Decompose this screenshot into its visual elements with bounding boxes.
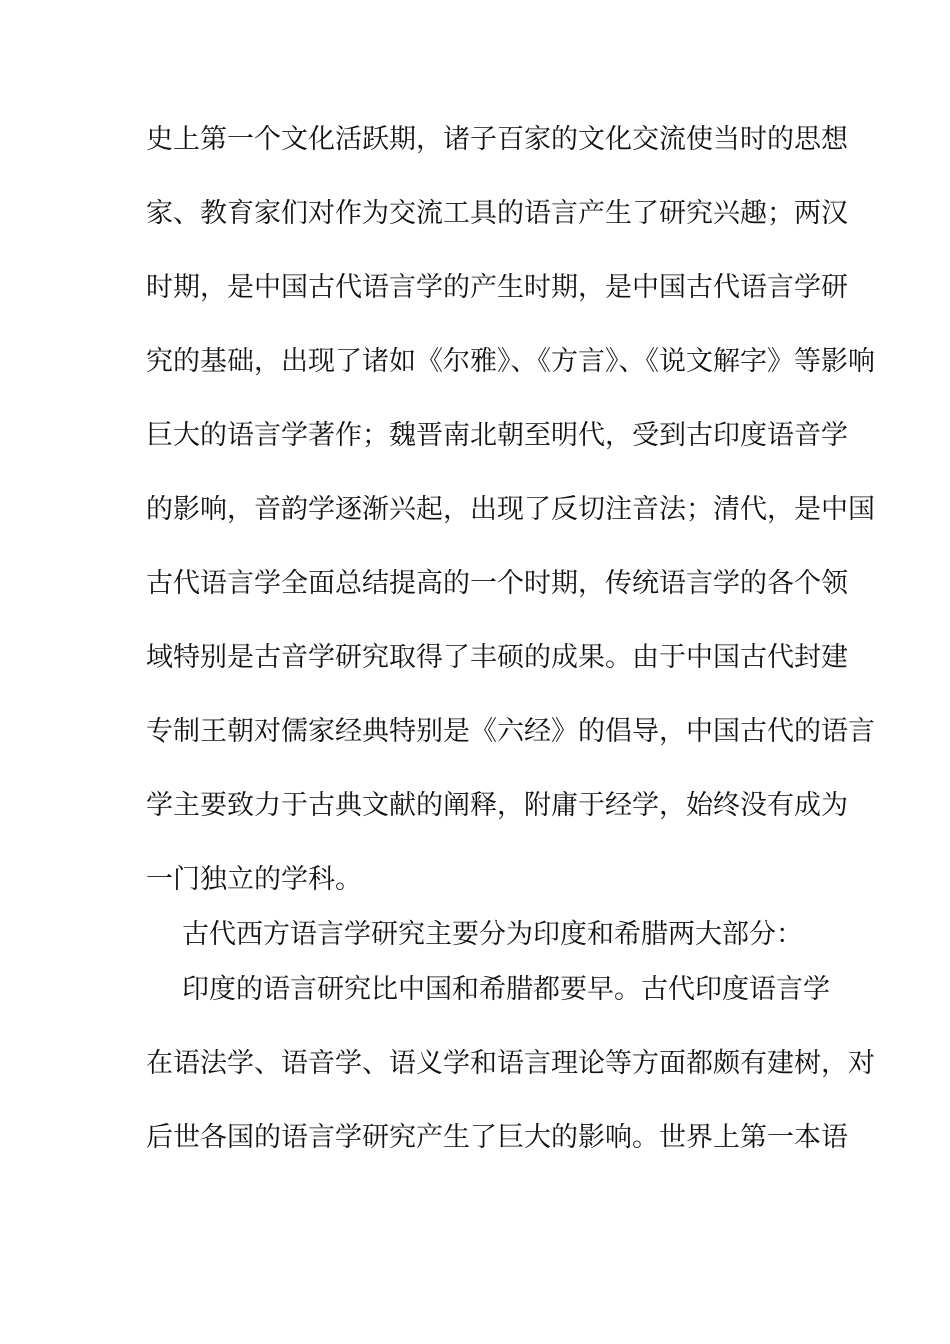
paragraph-line: 古代西方语言学研究主要分为印度和希腊两大部分：: [182, 919, 803, 950]
text-line: 专制王朝对儒家经典特别是《六经》的倡导，中国古代的语言: [146, 716, 875, 747]
text-line: 究的基础，出现了诸如《尔雅》、《方言》、《说文解字》等影响: [146, 346, 875, 377]
text-line: 史上第一个文化活跃期，诸子百家的文化交流使当时的思想: [146, 124, 848, 155]
text-line: 巨大的语言学著作；魏晋南北朝至明代，受到古印度语音学: [146, 420, 848, 451]
text-line: 在语法学、语音学、语义学和语言理论等方面都颇有建树，对: [146, 1048, 875, 1079]
text-line: 家、教育家们对作为交流工具的语言产生了研究兴趣；两汉: [146, 198, 848, 229]
text-line: 域特别是古音学研究取得了丰硕的成果。由于中国古代封建: [146, 642, 848, 673]
text-line: 时期，是中国古代语言学的产生时期，是中国古代语言学研: [146, 272, 848, 303]
body-text: [146, 118, 875, 1190]
text-line: 学主要致力于古典文献的阐释，附庸于经学，始终没有成为: [146, 790, 848, 821]
text-line: 后世各国的语言学研究产生了巨大的影响。世界上第一本语: [146, 1122, 848, 1153]
text-line: 的影响，音韵学逐渐兴起，出现了反切注音法；清代，是中国: [146, 494, 875, 525]
text-line: 古代语言学全面总结提高的一个时期，传统语言学的各个领: [146, 568, 848, 599]
text-line: 一门独立的学科。: [146, 864, 362, 895]
paragraph-line: 印度的语言研究比中国和希腊都要早。古代印度语言学: [182, 974, 830, 1005]
